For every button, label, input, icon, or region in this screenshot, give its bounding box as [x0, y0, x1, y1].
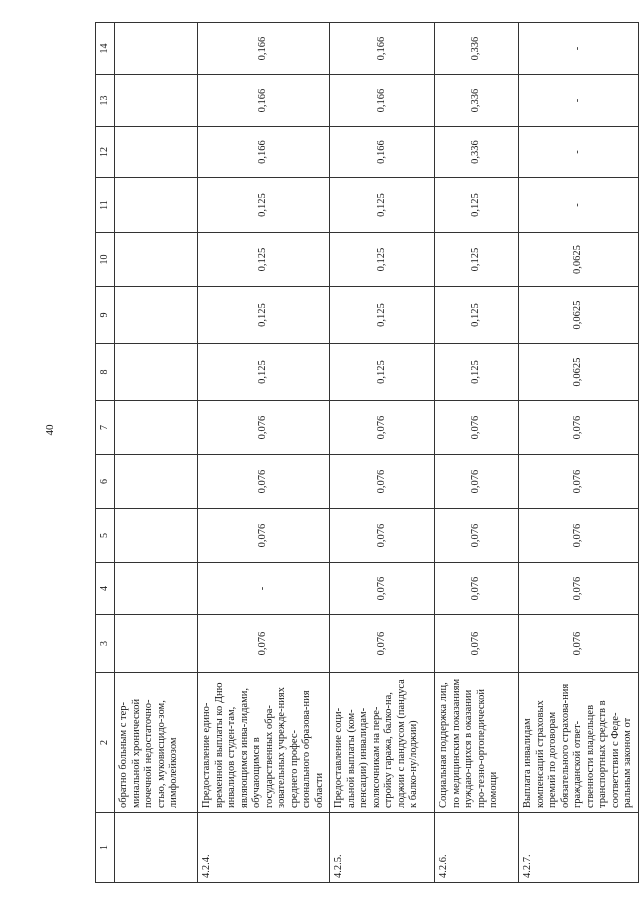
value-cell: 0,076 [435, 615, 519, 673]
value-cell: 0,076 [330, 615, 435, 673]
row-number [115, 813, 198, 883]
header-cell: 3 [96, 615, 115, 673]
table-body [96, 23, 639, 883]
value-cell [115, 287, 198, 344]
value-cell: 0,076 [435, 401, 519, 455]
value-cell [115, 455, 198, 509]
value-cell: 0,166 [330, 23, 435, 75]
value-cell: 0,0625 [519, 233, 639, 287]
value-cell: 0,076 [519, 401, 639, 455]
value-cell [115, 401, 198, 455]
value-cell: 0,076 [330, 455, 435, 509]
header-cell: 11 [96, 178, 115, 233]
header-cell: 1 [96, 813, 115, 883]
value-cell: 0,166 [198, 127, 330, 178]
value-cell: 0,076 [519, 615, 639, 673]
header-cell: 12 [96, 127, 115, 178]
header-cell: 6 [96, 455, 115, 509]
value-cell: - [198, 563, 330, 615]
header-cell: 8 [96, 344, 115, 401]
row-description: обратно больным с тер-минальной хронической почечной недостаточно-стью, муковисцидо-зом, лимфолейкозом [115, 673, 198, 813]
table-header-row [96, 23, 115, 883]
row-description: Социальная поддержка лиц, по медицинским показаниям нуждаю-щихся в оказании про-тезно-ортопедической помощи [435, 673, 519, 813]
header-cell: 5 [96, 509, 115, 563]
page-number: 40 [44, 424, 56, 436]
value-cell [115, 23, 198, 75]
value-cell [115, 509, 198, 563]
header-cell: 10 [96, 233, 115, 287]
header-cell: 13 [96, 75, 115, 127]
value-cell: 0,125 [330, 233, 435, 287]
value-cell: 0,166 [198, 75, 330, 127]
value-cell: 0,076 [519, 455, 639, 509]
value-cell: 0,076 [435, 509, 519, 563]
value-cell: 0,125 [330, 344, 435, 401]
value-cell: 0,125 [435, 344, 519, 401]
header-cell: 9 [96, 287, 115, 344]
value-cell: 0,076 [330, 509, 435, 563]
value-cell: 0,125 [330, 287, 435, 344]
value-cell: 0,125 [198, 287, 330, 344]
value-cell: 0,125 [198, 178, 330, 233]
value-cell: 0,076 [330, 563, 435, 615]
header-cell: 14 [96, 23, 115, 75]
value-cell: 0,125 [198, 233, 330, 287]
value-cell: 0,076 [330, 401, 435, 455]
value-cell [115, 615, 198, 673]
value-cell: 0,125 [330, 178, 435, 233]
value-cell: 0,076 [198, 455, 330, 509]
value-cell: 0,336 [435, 23, 519, 75]
value-cell: 0,125 [435, 287, 519, 344]
value-cell: 0,076 [198, 401, 330, 455]
value-cell: - [519, 127, 639, 178]
value-cell: 0,0625 [519, 287, 639, 344]
data-table [95, 22, 639, 883]
row-description: Предоставление едино-временной выплаты ко Дню инвалидов студен-там, являющимся инва-лидами, обучающимся в государственных обра-зовательных учрежде-ниях среднего профес-сионального образова-ния области [198, 673, 330, 813]
value-cell: 0,076 [519, 563, 639, 615]
header-cell: 4 [96, 563, 115, 615]
page-number-box [40, 420, 60, 440]
row-number: 4.2.6. [435, 813, 519, 883]
value-cell: 0,166 [330, 127, 435, 178]
value-cell [115, 233, 198, 287]
value-cell: 0,125 [435, 233, 519, 287]
value-cell: 0,076 [198, 509, 330, 563]
table-row [115, 23, 198, 883]
value-cell: 0,125 [435, 178, 519, 233]
header-cell: 2 [96, 673, 115, 813]
row-description: Предоставление соци-альной выплаты (ком-пенсации) инвалидам-колясочникам на пере-стройку гаража, балко-на, лоджии с пандусом (пандуса к балко-ну/лоджии) [330, 673, 435, 813]
table-row [198, 23, 330, 883]
value-cell: - [519, 178, 639, 233]
value-cell: 0,076 [435, 455, 519, 509]
value-cell: 0,336 [435, 75, 519, 127]
row-number: 4.2.5. [330, 813, 435, 883]
value-cell: 0,166 [330, 75, 435, 127]
value-cell: 0,0625 [519, 344, 639, 401]
value-cell [115, 563, 198, 615]
value-cell: 0,336 [435, 127, 519, 178]
value-cell: 0,076 [198, 615, 330, 673]
row-number: 4.2.7. [519, 813, 639, 883]
value-cell: - [519, 75, 639, 127]
table-row [330, 23, 435, 883]
value-cell: - [519, 23, 639, 75]
header-cell: 7 [96, 401, 115, 455]
rotated-table-container [95, 23, 633, 883]
row-description: Выплата инвалидам компенсаций страховых премий по договорам обязательного страхова-ния гражданской ответ-ственности владельцев транспортных средств в соответствии с Феде-ральным законом от [519, 673, 639, 813]
value-cell: 0,076 [435, 563, 519, 615]
value-cell [115, 127, 198, 178]
value-cell: 0,166 [198, 23, 330, 75]
value-cell: 0,076 [519, 509, 639, 563]
table-row [519, 23, 639, 883]
row-number: 4.2.4. [198, 813, 330, 883]
table-row [435, 23, 519, 883]
value-cell: 0,125 [198, 344, 330, 401]
value-cell [115, 75, 198, 127]
value-cell [115, 344, 198, 401]
value-cell [115, 178, 198, 233]
